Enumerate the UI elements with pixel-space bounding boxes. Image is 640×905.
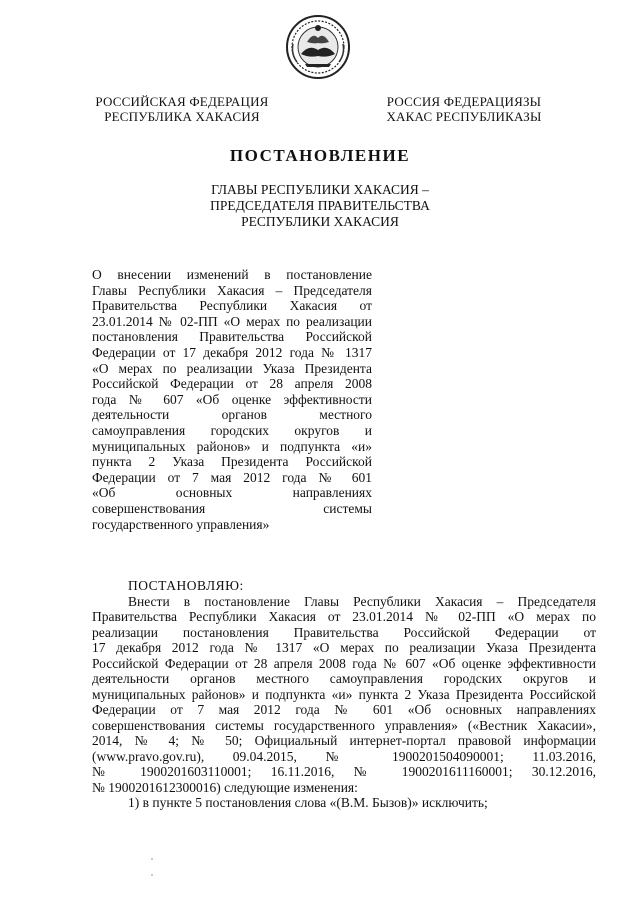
body-line: муниципальных районов» и подпункта «и» пункта 2 Указа Президента Российской: [92, 686, 596, 702]
subtitle-line-3: РЕСПУБЛИКИ ХАКАСИЯ: [241, 214, 399, 229]
subject-line: «О мерах по реализации Указа Президента: [92, 360, 372, 376]
header-right-block: [384, 94, 544, 124]
subject-line: 23.01.2014 № 02-ПП «О мерах по реализации: [92, 313, 372, 329]
body-line: (www.pravo.gov.ru), 09.04.2015, № 1900201504090001; 11.03.2016,: [92, 748, 596, 764]
header-right-line-1: РОССИЯ ФЕДЕРАЦИЯЗЫ: [386, 94, 542, 109]
subject-line: Федерации от 17 декабря 2012 года № 1317: [92, 344, 372, 360]
subtitle-line-2: ПРЕДСЕДАТЕЛЯ ПРАВИТЕЛЬСТВА: [210, 198, 430, 213]
body-line: 2014, № 4; № 50; Официальный интернет-портал правовой информации: [92, 733, 596, 748]
body-line: Правительства Республики Хакасия от 23.01.2014 № 02-ПП «О мерах по: [92, 609, 596, 624]
subtitle-line-1: ГЛАВЫ РЕСПУБЛИКИ ХАКАСИЯ –: [211, 182, 429, 197]
header-left-line-1: РОССИЙСКАЯ ФЕДЕРАЦИЯ: [95, 94, 269, 109]
body-line: № 1900201603110001; 16.11.2016, № 1900201611160001; 30.12.2016,: [92, 764, 596, 779]
body-block: [92, 578, 596, 811]
scan-dot: [151, 858, 153, 860]
subject-line: пункта 2 Указа Президента Российской: [92, 454, 372, 470]
header-left-block: [92, 94, 272, 124]
body-line: совершенствования системы государственного управления» («Вестник Хакасии»,: [92, 717, 596, 733]
subject-line: Российской Федерации от 28 апреля 2008: [92, 376, 372, 392]
subject-line: самоуправления городских округов и: [92, 422, 372, 438]
subject-line: государственного управления»: [92, 516, 270, 532]
item-1: 1) в пункте 5 постановления слова «(В.М. Бызов)» исключить;: [128, 795, 488, 810]
body-line: 17 декабря 2012 года № 1317 «О мерах по реализации Указа Президента: [92, 640, 596, 655]
header-left-line-2: РЕСПУБЛИКА ХАКАСИЯ: [104, 109, 260, 124]
document-subtitle: [0, 182, 640, 230]
body-line: Российской Федерации от 28 апреля 2008 года № 607 «Об оценке эффективности: [92, 655, 596, 671]
body-line: № 1900201612300016) следующие изменения:: [92, 779, 358, 795]
resolve-heading: ПОСТАНОВЛЯЮ:: [128, 578, 244, 593]
subject-line: Федерации от 7 мая 2012 года № 601: [92, 469, 372, 485]
subject-line: постановления Правительства Российской: [92, 329, 372, 345]
subject-line: деятельности органов местного: [92, 407, 372, 423]
subject-line: муниципальных районов» и подпункта «и»: [92, 438, 372, 454]
coat-of-arms-emblem: [285, 14, 351, 80]
subject-line: года № 607 «Об оценке эффективности: [92, 391, 372, 407]
body-line: деятельности органов местного самоуправления городских округов и: [92, 671, 596, 686]
document-title: ПОСТАНОВЛЕНИЕ: [229, 146, 411, 165]
scan-dot: [151, 874, 153, 876]
body-line: Федерации от 7 мая 2012 года № 601 «Об основных направлениях: [92, 702, 596, 717]
subject-line: Правительства Республики Хакасия от: [92, 298, 372, 314]
subject-line: «Об основных направлениях: [92, 485, 372, 501]
subject-line: О внесении изменений в постановление: [92, 267, 372, 282]
header-right-line-2: ХАКАС РЕСПУБЛИКАЗЫ: [386, 109, 542, 124]
subject-line: совершенствования системы: [92, 500, 372, 516]
body-line: реализации постановления Правительства Российской Федерации от: [92, 624, 596, 640]
body-line: Внести в постановление Главы Республики Хакасия – Председателя: [128, 593, 596, 609]
subject-line: Главы Республики Хакасия – Председателя: [92, 282, 372, 298]
subject-block: [92, 267, 372, 532]
